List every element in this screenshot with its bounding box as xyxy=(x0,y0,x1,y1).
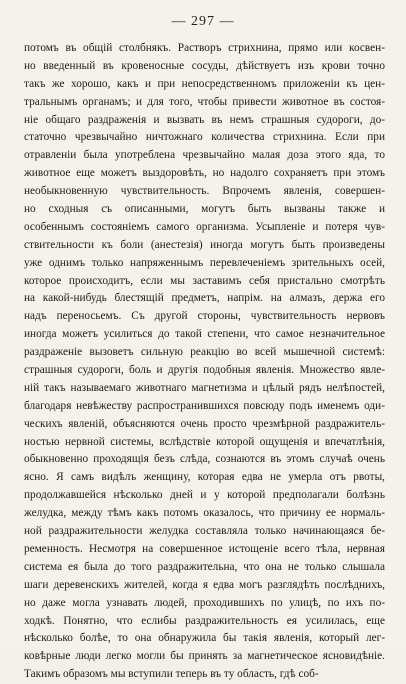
text-line: шаги деревенскихъ жителей, когда я едва могъ разглядѣть послѣднихъ, xyxy=(24,578,385,591)
text-line: животное еще можетъ выздоровѣть, но надолго сохраняетъ при этомъ xyxy=(24,167,385,180)
text-line: желудка, между тѣмъ какъ потомъ оказалось, что причину ее нормаль- xyxy=(24,507,385,520)
text-line: обыкновенно проходящія безъ слѣда, сознаются въ этомъ случаѣ очень xyxy=(24,453,385,466)
text-line: которое происходитъ, если мы заставимъ себя пристально смотрѣть xyxy=(24,274,385,287)
text-line: страшныя судороги, боль и другія подобныя явленія. Множество явле- xyxy=(24,364,385,377)
text-line: иногда можетъ усилиться до такой степени, что самое незначительное xyxy=(24,328,385,341)
text-line: на какой-нибудь блестящій предметъ, напрім. на алмазъ, держа его xyxy=(24,292,385,305)
text-line: Такимъ образомъ мы вступили теперь въ ту область, гдѣ соб- xyxy=(24,668,319,681)
text-line: уже однимъ только напряженнымъ перевлеченіемъ зрительныхъ осей, xyxy=(24,256,385,269)
text-line: ніе общаго раздраженія и вызвать въ немъ страшныя судороги, до- xyxy=(24,113,385,126)
text-line: отравленіи была употреблена чрезвычайно малая доза этого яда, то xyxy=(24,149,385,162)
text-line: ковѣрные люди легко могли бы принять за магнетическое ясновидѣніе. xyxy=(24,650,385,663)
text-line: нѣсколько болѣе, то она обнаружила бы такія явленія, который лег- xyxy=(24,632,385,645)
text-line: благодаря невѣжеству распространившихся повсюду подъ именемъ оди- xyxy=(24,399,385,412)
body-text xyxy=(24,40,385,684)
text-line: статочно чрезвычайно ничтожнаго количества стрихнина. Если при xyxy=(24,131,385,144)
text-line: система ея была до того раздражительна, что она не только слышала xyxy=(24,560,385,573)
text-line: такъ же хорошо, какъ и при непосредственномъ приложеніи къ цен- xyxy=(24,77,385,90)
text-line: потомъ въ общій столбнякъ. Растворъ стрихнина, прямо или косвен- xyxy=(24,42,385,54)
text-line: но введенный въ кровеносные сосуды, дѣйствуетъ изъ крови точно xyxy=(24,59,385,72)
text-line: ній такъ называемаго животнаго магнетизма и цѣлый рядъ нелѣпостей, xyxy=(24,381,385,394)
text-line: ременность. Несмотря на совершенное истощеніе всего тѣла, нервная xyxy=(24,542,385,555)
text-line: но даже могла узнавать людей, проходившихъ по улицѣ, по ихъ по- xyxy=(24,596,385,609)
text-line: необыкновенную чувствительность. Впрочемъ явленія, совершен- xyxy=(24,185,385,198)
text-line: особеннымъ состояніемъ самого организма. Усыпленіе и потеря чув- xyxy=(24,220,385,233)
text-line: ческихъ явленій, объясняются очень просто чрезмѣрной раздражитель- xyxy=(24,417,385,430)
text-line: ясно. Я самъ видѣлъ женщину, которая едва не умерла отъ рвоты, xyxy=(24,471,385,484)
text-line: ностью нервной системы, вслѣдствіе которой ощущенія и впечатлѣнія, xyxy=(24,435,385,448)
text-line: продолжавшейся нѣсколько дней и у которой предполагали болѣзнь xyxy=(24,489,385,502)
text-line: ходкѣ. Понятно, что еслибы раздражительность ея усилилась, еще xyxy=(24,614,385,627)
text-line: раздраженіе вызоветъ сильную реакцію во всей мышечной системѣ: xyxy=(24,346,385,359)
text-line: надъ переносьемъ. Съ другой стороны, чувствительность нервовъ xyxy=(24,310,385,323)
text-line: ной раздражительности желудка составляла только начинающаяся бе- xyxy=(24,525,385,538)
text-line: ствительности къ боли (анестезія) иногда могутъ быть произведены xyxy=(24,238,385,251)
text-line: но сходныя съ описанными, могутъ быть вызваны также и xyxy=(24,203,385,216)
page-number: — 297 — xyxy=(171,14,235,29)
text-line: тральнымъ органамъ; и для того, чтобы привести животное въ состоя- xyxy=(24,95,385,108)
